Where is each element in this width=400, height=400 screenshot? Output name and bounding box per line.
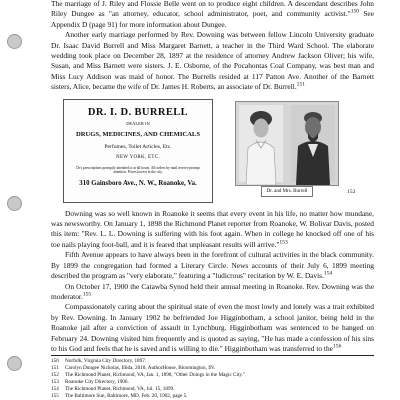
ad-name: DR. I. D. BURRELL — [87, 106, 189, 118]
footnote: 151 Carolyn Dungee Nicholas, Illida, 2010, AuthorHouse, Bloomington, IN. — [51, 365, 215, 371]
footnote-ref: 155 — [82, 291, 92, 298]
figure-row — [51, 99, 374, 204]
footnote-ref: 153 — [279, 239, 288, 246]
binder-holes — [0, 0, 50, 400]
footnotes — [51, 355, 374, 400]
burrell-couple-photo — [235, 101, 339, 186]
footnote-ref: 156 — [332, 343, 342, 350]
ad-dealer: DEALER IN — [126, 121, 150, 127]
binder-hole — [7, 356, 22, 371]
binder-hole — [7, 196, 22, 211]
paragraph-burrell-wedding: Another early marriage performed by Rev. Downing was between fellow Lincoln University graduate Dr. Isaac David Burrell and Miss Margaret Barnett, a teacher in the Third Ward School. The elaborate wedding took place on December 28, 1897 at the residence of attorney Andrew Jackson Oliver; his wife, Susan, and Miss Barnett were sisters. J. E. Osborne, of the Pocahontas Coal Company, was best man and Miss Lucy Addison was maid of honor. The Burrells resided at 117 Patton Ave. Another of the Barnett sisters, Alice, became the wife of Dr. James H. Roberts, an associate of Dr. Burrell.$^{151}$ — [51, 30, 374, 92]
ad-goods: DRUGS, MEDICINES, AND CHEMICALS — [75, 131, 200, 139]
figure-footnote-ref: 152 — [347, 188, 356, 195]
ad-blurb: Dr's prescriptions promptly attended to at all hours. All orders by mail receive prompt attention. Prices lowest in the city. — [76, 165, 200, 175]
paragraph-higginbotham: Compassionately caring about the spiritual state of even the most lowly and lonely was a trait exhibited by Rev. Downing. In January 1902 he befriended Joe Higginbotham, a school janitor, being held in the Roanoke jail after a conviction of assault in Lynchburg. Higginbotham was sentenced to be hanged on February 24. Downing visited him frequently and is quoted as saying, "He has made a confession of his sins to his God and feels that he is saved and is willing to die." Higginbotham was transferred to the$^{156}$ — [51, 302, 374, 353]
footnote-ref: 154 — [323, 270, 333, 277]
binder-hole — [7, 34, 22, 49]
paragraph-dungee: The marriage of J. Riley and Flossie Belle went on to produce eight children. A descendant describes John Riley Dungee as "an attorney, educator, school administrator, poet, and community activist."$^{150}$ See Appendix D (page 91) for more information about Dungee. — [51, 0, 374, 29]
ad-address: 310 Gainsboro Ave., N. W., Roanoke, Va. — [79, 179, 197, 187]
paragraph-catawba-synod: On October 17, 1900 the Catawba Synod held their annual meeting in Roanoke. Rev. Downing was the moderator.$^{155}$ — [51, 281, 374, 301]
footnote: 152 The Richmond Planet, Richmond, VA, Jan. 1, 1898, "Other Doings in the Magic City." — [51, 372, 246, 378]
footnote: 153 Roanoke City Directory, 1906. — [51, 379, 129, 385]
footnote: 150 Norfolk, Virginia City Directory, 1897. — [51, 358, 147, 364]
ad-toilet-articles: Perfumes, Toilet Articles, Etc. — [104, 143, 172, 150]
page-body — [51, 0, 374, 354]
footnote-ref: 151 — [296, 81, 306, 88]
paragraph-literary-circle: Fifth Avenue appears to have always been in the forefront of cultural activities in the black community. By 1899 the congregation had formed a Literary Circle. News accounts of their July 6, 1899 meeting described the program as "very elaborate," featuring a "ludicrous" recitation by W. E. Davis.$^{154}$ — [51, 250, 374, 281]
footnote-ref: 150 — [350, 8, 360, 15]
footnote: 155 The Baltimore Sun, Baltimore, MD, Feb. 20, 1902, page 5. — [51, 393, 188, 399]
ad-city: NEW YORK, ETC. — [116, 155, 160, 161]
photo-caption: Dr. and Mrs. Burrell — [261, 186, 313, 197]
couple-portrait-image — [236, 102, 338, 185]
burrell-drugstore-ad — [63, 99, 213, 203]
footnote: 154 The Richmond Planet, Richmond, VA, Jul. 15, 1899. — [51, 386, 175, 392]
paragraph-toe-injury: Downing was so well known in Roanoke it seems that every event in his life, no matter how mundane, was newsworthy. On January 1, 1898 the Richmond Planet reporter from Roanoke, W. Bolivar Davis, posted this item: "Rev. L. L. Downing is suffering with his foot again. When in college he knocked off one of his toe nails playing foot-ball, and it is feared that unpleasant results will arrive."$^{153}$ — [51, 208, 374, 249]
